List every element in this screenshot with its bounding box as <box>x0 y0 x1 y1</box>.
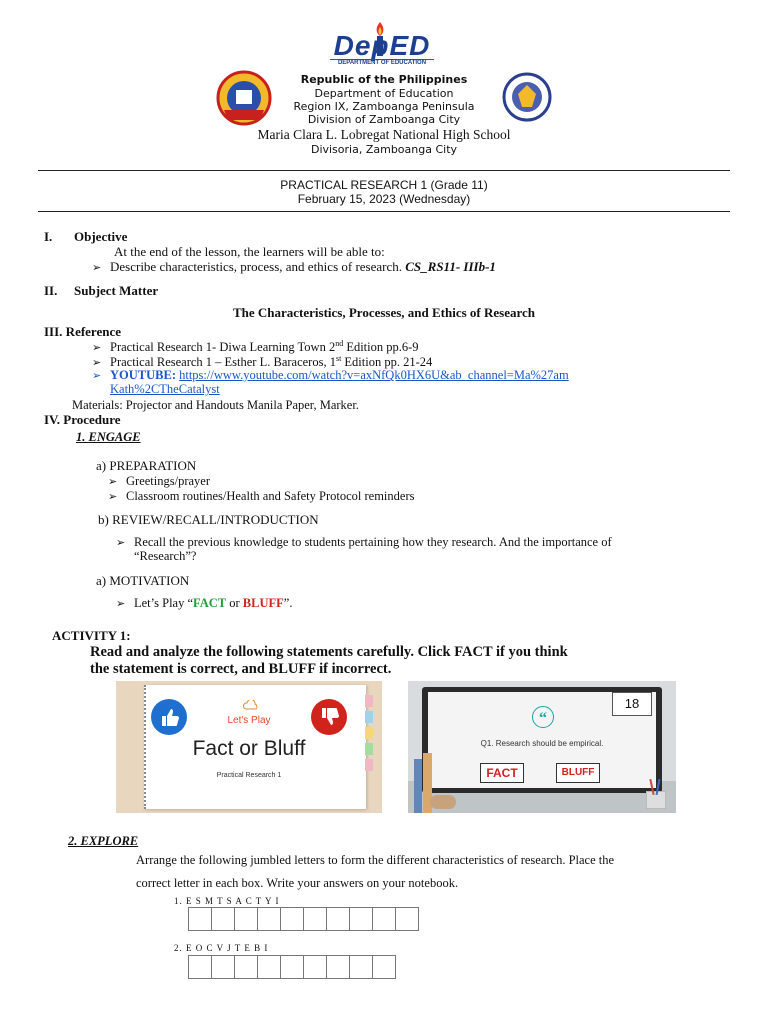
bullet-arrow-icon: ➢ <box>108 475 118 488</box>
puzzle-2-boxes <box>188 955 395 984</box>
reference-item-2-pages: Edition pp. 21-24 <box>341 355 433 370</box>
answer-box[interactable] <box>303 955 327 979</box>
review-item-text: Recall the previous knowledge to students pertaining how they research. And the importance of <box>134 535 612 549</box>
explore-heading: 2. EXPLORE <box>68 834 139 848</box>
answer-box[interactable] <box>372 955 396 979</box>
puzzle-2-label: 2. E O C V J T E B I <box>174 943 269 953</box>
prep-item-2-text: Classroom routines/Health and Safety Protocol reminders <box>126 489 415 503</box>
materials: Materials: Projector and Handouts Manila Paper, Marker. <box>72 398 359 412</box>
subject-matter-heading: Subject Matter <box>74 283 159 298</box>
answer-box[interactable] <box>211 955 235 979</box>
reference-item-2-sup: st <box>335 354 342 363</box>
objective-code: CS_RS11- IIIb-1 <box>405 259 496 274</box>
answer-box[interactable] <box>234 955 258 979</box>
bullet-arrow-icon: ➢ <box>116 536 126 549</box>
reference-item-1-pages: Edition pp.6-9 <box>343 340 419 355</box>
review-item <box>116 535 612 550</box>
answer-box[interactable] <box>280 955 304 979</box>
answer-box[interactable] <box>326 955 350 979</box>
slide-title: Fact or Bluff <box>192 737 306 760</box>
play-fact: FACT <box>193 596 227 610</box>
motivation-label: a) MOTIVATION <box>96 573 190 588</box>
answer-box[interactable] <box>234 907 258 931</box>
bullet-arrow-icon: ➢ <box>108 490 118 503</box>
objective-num: I. <box>44 229 53 244</box>
activity-instr-2: the statement is correct, and BLUFF if incorrect. <box>90 661 392 677</box>
answer-box[interactable] <box>372 907 396 931</box>
prep-item-1-text: Greetings/prayer <box>126 474 210 488</box>
answer-box[interactable] <box>211 907 235 931</box>
subject-matter-num: II. <box>44 283 58 298</box>
header-address: Divisoria, Zamboanga City <box>310 143 458 156</box>
slide-fact-or-bluff <box>116 681 382 813</box>
review-label: b) REVIEW/RECALL/INTRODUCTION <box>98 512 319 527</box>
motivation-item <box>116 596 292 611</box>
play-pre: Let’s Play “ <box>134 596 194 610</box>
bluff-button[interactable]: BLUFF <box>556 763 600 783</box>
reference-item-1-text: Practical Research 1- Diwa Learning Town 2 <box>110 340 336 355</box>
header-divider <box>38 170 730 171</box>
play-post: ”. <box>283 596 293 610</box>
cloud-icon <box>243 697 259 715</box>
youtube-link[interactable]: https://www.youtube.com/watch?v=axNfQk0HX6U&ab_channel=Ma%27am <box>179 368 569 382</box>
answer-box[interactable] <box>257 907 281 931</box>
bullet-arrow-icon: ➢ <box>92 261 102 274</box>
explore-instr-1: Arrange the following jumbled letters to form the different characteristics of research. Place the <box>136 853 615 867</box>
doc-date: February 15, 2023 (Wednesday) <box>297 192 471 206</box>
bullet-arrow-icon: ➢ <box>116 597 126 610</box>
answer-box[interactable] <box>257 955 281 979</box>
deped-logo-subtext: DEPARTMENT OF EDUCATION <box>330 59 434 66</box>
deped-logo-text: DepED <box>333 30 431 61</box>
reference-item-1 <box>92 339 419 355</box>
timer: 18 <box>612 692 652 716</box>
objective-intro: At the end of the lesson, the learners will be able to: <box>114 244 385 259</box>
youtube-link-continued[interactable]: Kath%2CTheCatalyst <box>110 382 220 396</box>
pencil-cup-decor <box>646 779 666 809</box>
quote-mark: “ <box>539 710 547 727</box>
header-region: Region IX, Zamboanga Peninsula <box>293 100 475 113</box>
answer-box[interactable] <box>395 907 419 931</box>
objective-heading: Objective <box>74 229 128 244</box>
header-division: Division of Zamboanga City <box>307 113 461 126</box>
answer-box[interactable] <box>188 907 212 931</box>
preparation-label: a) PREPARATION <box>96 458 197 473</box>
prep-item-2 <box>108 489 414 504</box>
header-school: Maria Clara L. Lobregat National High School <box>257 127 511 142</box>
quote-bubble-icon <box>532 706 554 728</box>
title-divider <box>38 211 730 212</box>
reference-youtube <box>92 368 569 383</box>
slide-question-text: Q1. Research should be empirical. <box>480 739 604 748</box>
engage-heading: 1. ENGAGE <box>76 430 141 444</box>
procedure-heading: IV. Procedure <box>44 412 121 427</box>
review-item-cont: “Research”? <box>134 549 197 563</box>
activity-instr-1: Read and analyze the following statements carefully. Click FACT if you think <box>90 644 568 660</box>
bullet-arrow-icon: ➢ <box>92 341 102 355</box>
youtube-link-cont <box>110 382 220 397</box>
answer-box[interactable] <box>349 907 373 931</box>
deped-logo <box>326 18 438 68</box>
header-republic: Republic of the Philippines <box>300 73 468 86</box>
subject-matter-topic: The Characteristics, Processes, and Ethics of Research <box>232 305 536 320</box>
slide-lets-play: Let's Play <box>227 715 271 726</box>
doc-subject-title: PRACTICAL RESEARCH 1 (Grade 11) <box>280 178 488 192</box>
puzzle-1-label: 1. E S M T S A C T Y I <box>174 896 280 906</box>
reference-heading: III. Reference <box>44 324 122 339</box>
answer-box[interactable] <box>326 907 350 931</box>
header-department: Department of Education <box>314 87 454 100</box>
explore-instr-2: correct letter in each box. Write your answers on your notebook. <box>136 876 459 890</box>
answer-box[interactable] <box>188 955 212 979</box>
reference-item-1-sup: nd <box>335 339 344 348</box>
reference-item-2-text: Practical Research 1 – Esther L. Baraceros, 1 <box>110 355 336 370</box>
slide-question <box>408 681 676 813</box>
play-bluff: BLUFF <box>242 596 284 610</box>
objective-item-text: Describe characteristics, process, and ethics of research. <box>110 259 402 274</box>
activity-heading: ACTIVITY 1: <box>52 628 131 643</box>
answer-box[interactable] <box>303 907 327 931</box>
youtube-label: YOUTUBE: <box>110 368 176 382</box>
stool-decor <box>430 795 456 809</box>
bullet-arrow-icon: ➢ <box>92 356 102 370</box>
answer-box[interactable] <box>349 955 373 979</box>
play-or: or <box>226 596 243 610</box>
objective-item <box>92 259 496 275</box>
answer-box[interactable] <box>280 907 304 931</box>
slide-subtitle: Practical Research 1 <box>216 772 282 779</box>
puzzle-1-boxes <box>188 907 418 936</box>
fact-button[interactable]: FACT <box>480 763 524 783</box>
bullet-arrow-icon: ➢ <box>92 369 102 382</box>
prep-item-1 <box>108 474 210 489</box>
